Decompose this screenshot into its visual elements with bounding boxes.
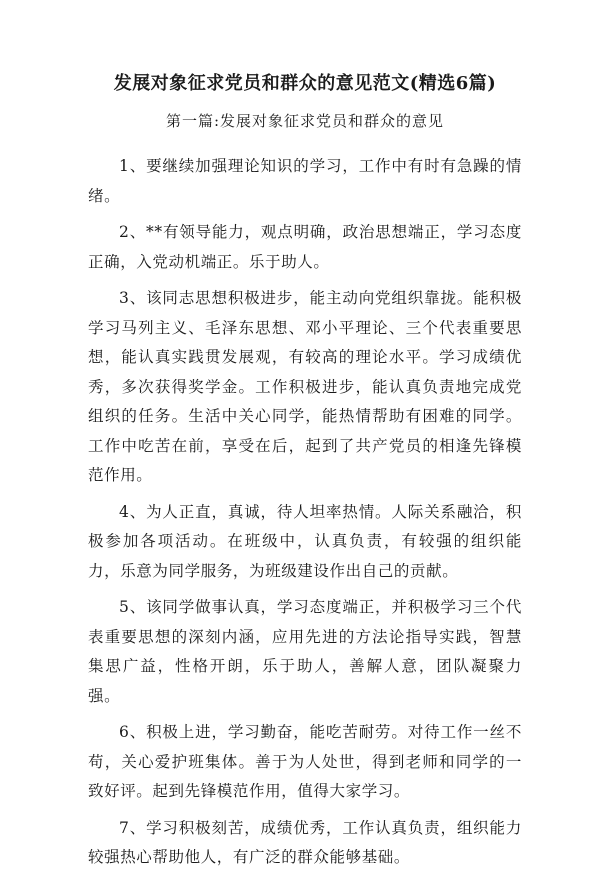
section-title: 第一篇:发展对象征求党员和群众的意见 <box>165 112 445 130</box>
paragraph-4: 4、为人正直，真诚，待人坦率热情。人际关系融洽，积极参加各项活动。在班级中，认真负责，有较强的组织能力，乐意为同学服务，为班级建设作出自己的贡献。 <box>88 502 522 580</box>
paragraph-2: 2、**有领导能力，观点明确，政治思想端正，学习态度正确，入党动机端正。乐于助人。 <box>88 223 522 271</box>
paragraph-6: 6、积极上进，学习勤奋，能吃苦耐劳。对待工作一丝不苟，关心爱护班集体。善于为人处世，得到老师和同学的一致好评。起到先锋模范作用，值得大家学习。 <box>88 723 522 800</box>
paragraph-5: 5、该同学做事认真，学习态度端正，并积极学习三个代表重要思想的深刻内涵，应用先进的方法论指导实践，智慧集思广益，性格开朗，乐于助人，善解人意，团队凝聚力强。 <box>88 598 522 705</box>
document-title: 发展对象征求党员和群众的意见范文(精选6篇) <box>113 73 497 94</box>
paragraph-3: 3、该同志思想积极进步，能主动向党组织靠拢。能积极学习马列主义、毛泽东思想、邓小平理论、三个代表重要思想，能认真实践贯发展观，有较高的理论水平。学习成绩优秀，多次获得奖学金。工作积极进步，能认真负责地完成党组织的任务。生活中关心同学，能热情帮助有困难的同学。工作中吃苦在前，享受在后，起到了共产党员的相逢先锋模范作用。 <box>88 289 522 484</box>
paragraph-1: 1、要继续加强理论知识的学习，工作中有时有急躁的情绪。 <box>88 157 522 205</box>
paragraph-7: 7、学习积极刻苦，成绩优秀，工作认真负责，组织能力较强热心帮助他人，有广泛的群众能够基础。 <box>88 818 522 866</box>
